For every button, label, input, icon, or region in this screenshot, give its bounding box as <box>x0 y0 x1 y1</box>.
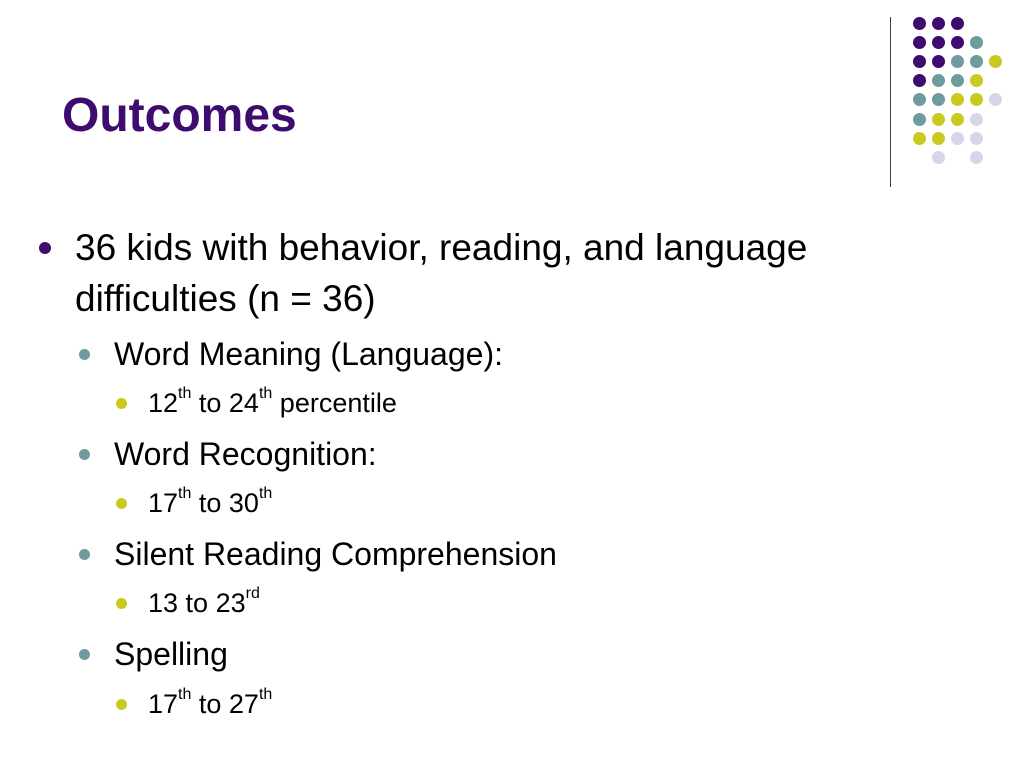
level2-bullet <box>79 449 90 460</box>
level2-bullet <box>79 649 90 660</box>
item-label: Word Recognition: <box>114 436 377 472</box>
decor-dot <box>951 113 964 126</box>
item-label: Silent Reading Comprehension <box>114 536 557 572</box>
decor-dot <box>913 55 926 68</box>
level3-bullet <box>116 598 127 609</box>
decor-dot <box>932 55 945 68</box>
decor-dot <box>913 113 926 126</box>
decor-dot <box>970 151 983 164</box>
decor-dot <box>970 93 983 106</box>
decor-dot <box>913 17 926 30</box>
decor-dot <box>932 93 945 106</box>
item-range: 12th to 24th percentile <box>148 385 397 418</box>
decor-dot <box>932 113 945 126</box>
decor-dot <box>932 132 945 145</box>
decor-dot <box>932 17 945 30</box>
slide-title: Outcomes <box>62 89 297 142</box>
level3-bullet <box>116 398 127 409</box>
decor-dot <box>951 36 964 49</box>
decor-dot <box>913 36 926 49</box>
item-label: Word Meaning (Language): <box>114 336 503 372</box>
item-range: 13 to 23rd <box>148 585 260 618</box>
level2-bullet <box>79 349 90 360</box>
level2-bullet <box>79 549 90 560</box>
decor-dot <box>989 93 1002 106</box>
level3-bullet <box>116 699 127 710</box>
decor-dot <box>970 132 983 145</box>
item-range: 17th to 30th <box>148 485 273 518</box>
decor-dot <box>951 132 964 145</box>
decor-dot <box>932 36 945 49</box>
decor-dot <box>913 74 926 87</box>
item-range: 17th to 27th <box>148 686 273 719</box>
decor-dot <box>951 17 964 30</box>
decor-dot <box>970 74 983 87</box>
item-label: Spelling <box>114 636 228 672</box>
main-bullet-text: 36 kids with behavior, reading, and language difficulties (n = 36) <box>75 227 808 319</box>
level3-bullet <box>116 498 127 509</box>
vertical-divider <box>890 17 891 187</box>
decor-dot <box>913 132 926 145</box>
decor-dot <box>951 74 964 87</box>
decor-dot <box>932 74 945 87</box>
level1-bullet <box>39 242 51 254</box>
decor-dot <box>989 55 1002 68</box>
decor-dot <box>932 151 945 164</box>
decor-dot <box>951 93 964 106</box>
decor-dot <box>970 113 983 126</box>
decor-dot <box>951 55 964 68</box>
decor-dot <box>970 55 983 68</box>
decor-dot <box>913 93 926 106</box>
decor-dot <box>970 36 983 49</box>
